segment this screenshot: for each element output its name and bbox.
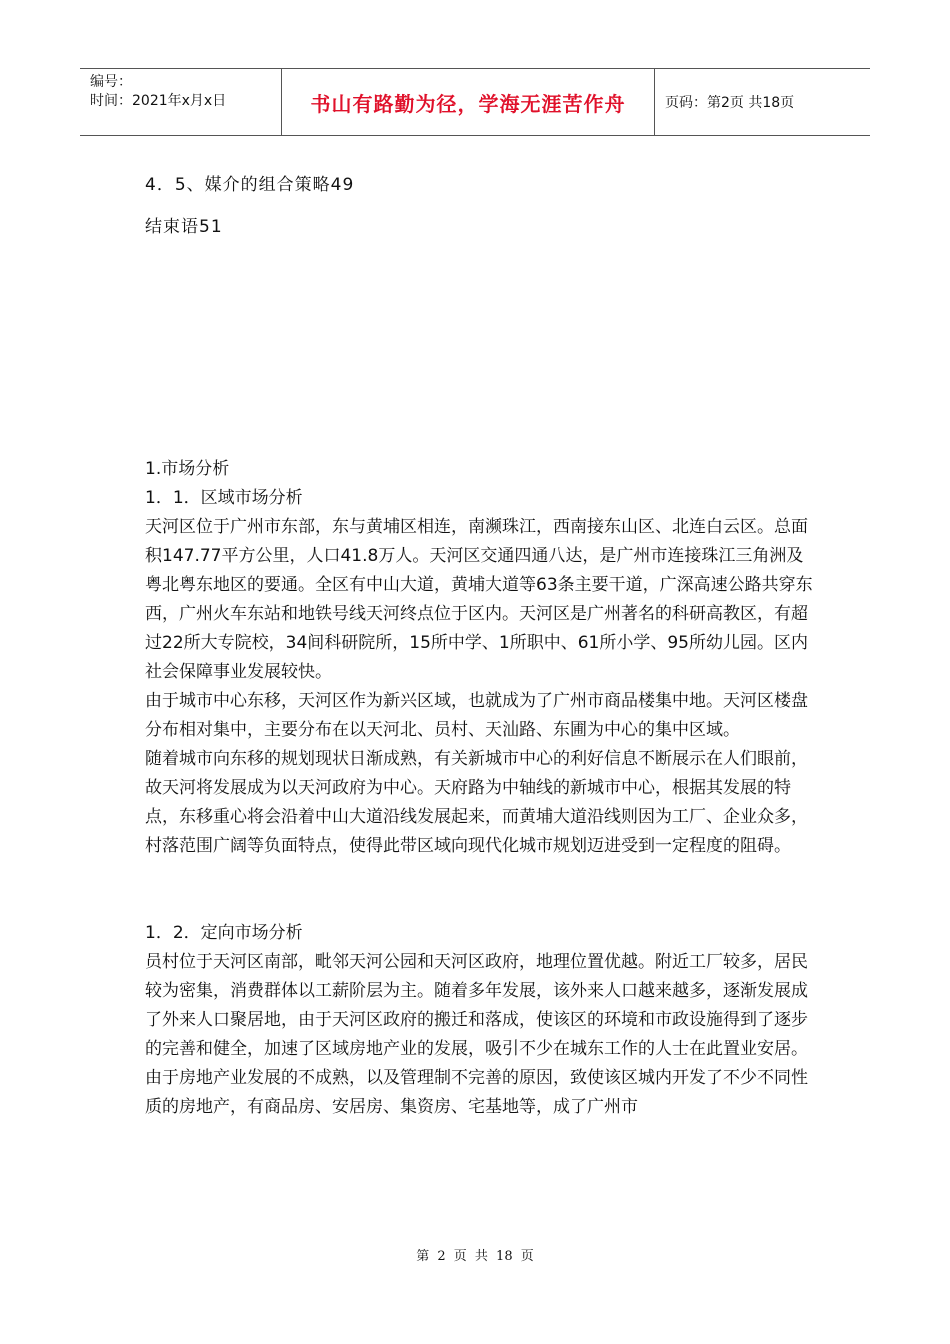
date-label: 时间：2021年x月x日 — [90, 93, 227, 109]
page-header — [80, 68, 870, 136]
toc-item-media-strategy: 4．5、媒介的组合策略49 — [145, 175, 355, 195]
section-heading-targeted-market: 1．2．定向市场分析 — [145, 923, 303, 943]
header-meta — [80, 69, 282, 135]
page-footer: 第 2 页 共 18 页 — [416, 1249, 534, 1264]
section-heading-market-analysis: 1.市场分析 — [145, 459, 230, 479]
section-spacer — [145, 861, 815, 919]
paragraph-yuancun-overview: 员村位于天河区南部，毗邻天河公园和天河区政府，地理位置优越。附近工厂较多，居民较为密集，消费群体以工薪阶层为主。随着多年发展，该外来人口越来越多，逐渐发展成了外来人口聚居地，由于天河区政府的搬迁和落成，使该区的环境和市政设施得到了逐步的完善和健全，加速了区域房地产业的发展，吸引不少在城东工作的人士在此置业安居。 — [145, 952, 808, 1059]
number-label: 编号： — [90, 74, 132, 90]
section-heading-regional-market: 1．1．区域市场分析 — [145, 488, 303, 508]
paragraph-development-trend: 随着城市向东移的规划现状日渐成熟，有关新城市中心的利好信息不断展示在人们眼前，故天河将发展成为以天河政府为中心。天府路为中轴线的新城市中心，根据其发展的特点，东移重心将会沿着中山大道沿线发展起来，而黄埔大道沿线则因为工厂、企业众多，村落范围广阔等负面特点，使得此带区域向现代化城市规划迈进受到一定程度的阻碍。 — [145, 749, 808, 856]
toc-item-conclusion: 结束语51 — [145, 217, 223, 237]
paragraph-district-overview: 天河区位于广州市东部，东与黄埔区相连，南濒珠江，西南接东山区、北连白云区。总面积147.77平方公里，人口41.8万人。天河区交通四通八达，是广州市连接珠江三角洲及粤北粤东地区的要通。全区有中山大道，黄埔大道等63条主要干道，广深高速公路共穿东西，广州火车东站和地铁号线天河终点位于区内。天河区是广州著名的科研高教区，有超过22所大专院校，34间科研院所，15所中学、1所职中、61所小学、95所幼儿园。区内社会保障事业发展较快。 — [145, 517, 813, 682]
header-page-info: 页码：第2页 共18页 — [665, 95, 795, 111]
paragraph-city-center-shift: 由于城市中心东移，天河区作为新兴区域，也就成为了广州市商品楼集中地。天河区楼盘分布相对集中，主要分布在以天河北、员村、天汕路、东圃为中心的集中区域。 — [145, 691, 808, 740]
header-motto: 书山有路勤为径，学海无涯苦作舟 — [282, 69, 655, 135]
document-body — [145, 455, 815, 1122]
paragraph-property-types: 由于房地产业发展的不成熟，以及管理制不完善的原因，致使该区城内开发了不少不同性质的房地产，有商品房、安居房、集资房、宅基地等，成了广州市 — [145, 1068, 808, 1117]
